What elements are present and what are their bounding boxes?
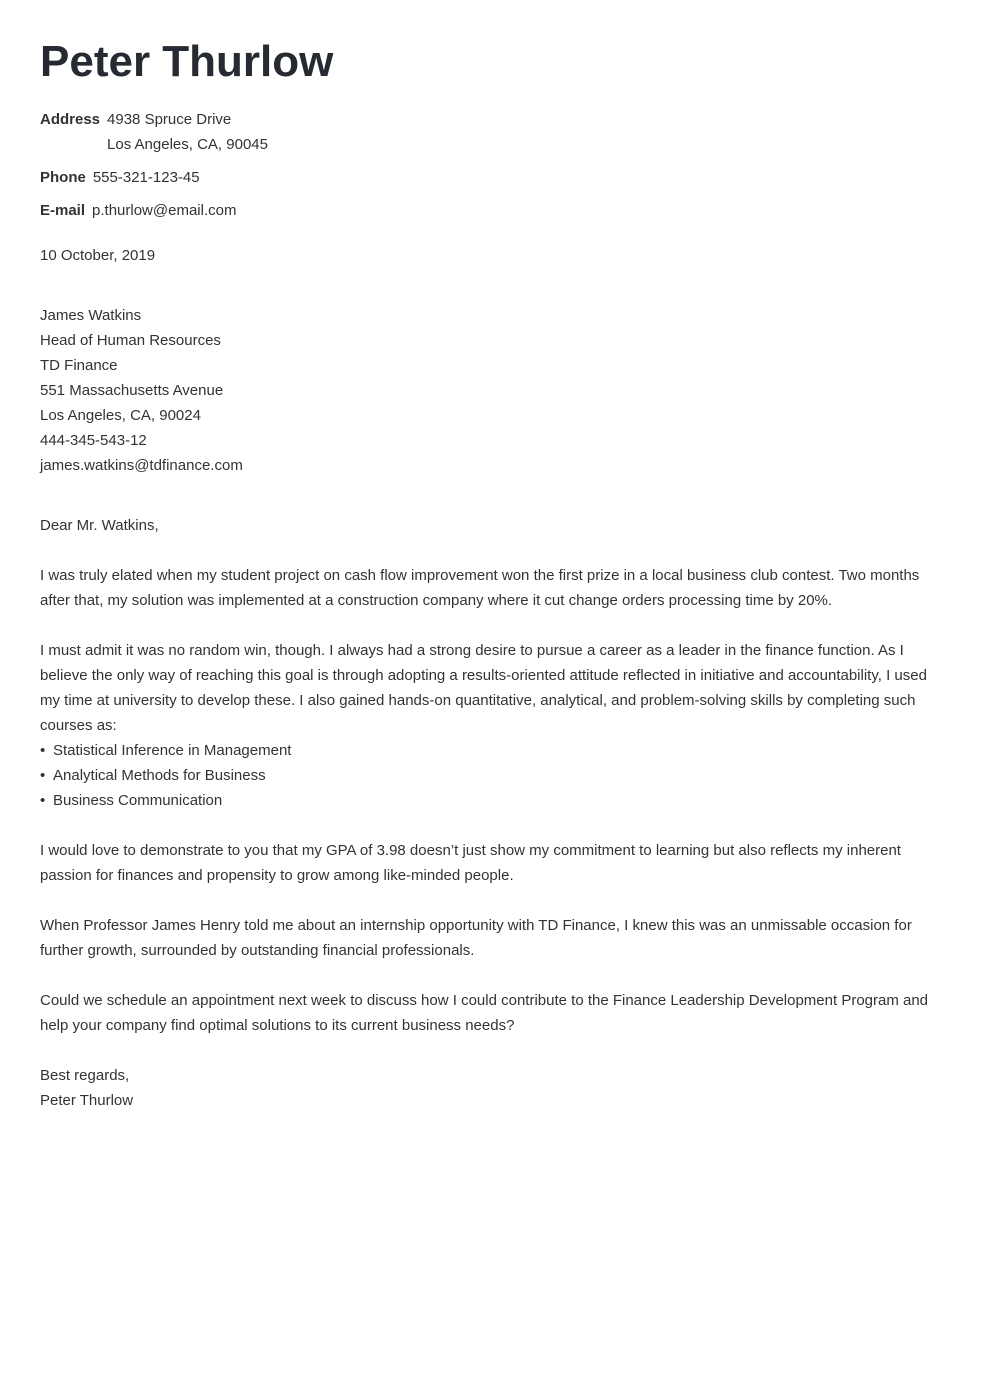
paragraph-2: [40, 638, 950, 813]
list-item: [40, 738, 950, 763]
signature-name: Peter Thurlow: [40, 1092, 134, 1109]
bullet-icon: •: [40, 742, 46, 759]
phone-label: Phone: [40, 169, 86, 186]
phone-row: [40, 165, 950, 190]
list-item: [40, 788, 950, 813]
recipient-email: james.watkins@tdfinance.com: [40, 457, 243, 474]
address-row: [40, 107, 950, 157]
address-line-1: 4938 Spruce Drive: [107, 111, 232, 128]
bullet-icon: •: [40, 792, 46, 809]
recipient-street: 551 Massachusetts Avenue: [40, 382, 224, 399]
course-name: Statistical Inference in Management: [53, 742, 292, 759]
paragraph-3-text: I would love to demonstrate to you that my GPA of 3.98 doesn’t just show my commitment to learning but also reflects my inherent passion for finances and propensity to grow among like-minded people.: [40, 842, 901, 884]
bullet-icon: •: [40, 767, 46, 784]
address-value: [107, 107, 268, 157]
closing-block: [40, 1063, 950, 1113]
recipient-city: Los Angeles, CA, 90024: [40, 407, 201, 424]
course-name: Analytical Methods for Business: [53, 767, 266, 784]
paragraph-2-text: I must admit it was no random win, though. I always had a strong desire to pursue a career as a leader in the finance function. As I believe the only way of reaching this goal is through adopting a results-oriented attitude reflected in initiative and accountability, I used my time at university to develop these. I also gained hands-on quantitative, analytical, and problem-solving skills by completing such courses as:: [40, 642, 927, 734]
recipient-phone: 444-345-543-12: [40, 432, 147, 449]
address-line-2: Los Angeles, CA, 90045: [107, 136, 268, 153]
paragraph-1: [40, 563, 950, 613]
sign-off: Best regards,: [40, 1067, 130, 1084]
sender-name: Peter Thurlow: [40, 37, 334, 86]
course-name: Business Communication: [53, 792, 223, 809]
phone-value: 555-321-123-45: [92, 169, 200, 186]
paragraph-5: [40, 988, 950, 1038]
paragraph-3: [40, 838, 950, 888]
email-row: [40, 198, 950, 223]
recipient-block: [40, 303, 950, 478]
email-value: p.thurlow@email.com: [92, 202, 237, 219]
recipient-title: Head of Human Resources: [40, 332, 221, 349]
greeting: Dear Mr. Watkins,: [40, 517, 159, 534]
letter-date: 10 October, 2019: [40, 247, 156, 264]
paragraph-5-text: Could we schedule an appointment next week to discuss how I could contribute to the Finance Leadership Development Program and help your company find optimal solutions to its current business needs?: [40, 992, 929, 1034]
address-label: Address: [40, 111, 101, 128]
paragraph-4: [40, 913, 950, 963]
paragraph-4-text: When Professor James Henry told me about an internship opportunity with TD Finance, I knew this was an unmissable occasion for further growth, surrounded by outstanding financial professionals.: [40, 917, 912, 959]
course-list: [40, 738, 950, 813]
list-item: [40, 763, 950, 788]
email-label: E-mail: [40, 202, 86, 219]
recipient-name: James Watkins: [40, 307, 142, 324]
recipient-company: TD Finance: [40, 357, 118, 374]
paragraph-1-text: I was truly elated when my student project on cash flow improvement won the first prize in a local business club contest. Two months after that, my solution was implemented at a construction company where it cut change orders processing time by 20%.: [40, 567, 920, 609]
contact-block: [40, 107, 950, 223]
